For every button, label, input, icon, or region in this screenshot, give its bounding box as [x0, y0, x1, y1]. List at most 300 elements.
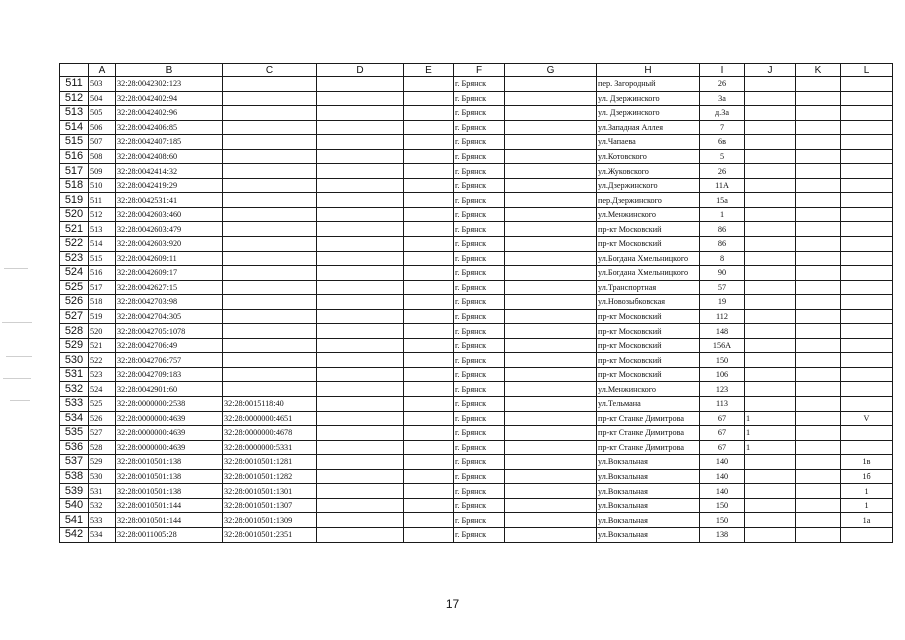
cell-b: 32:28:0010501:144	[116, 513, 223, 528]
cell-i: 1	[700, 207, 745, 222]
cell-i: 86	[700, 237, 745, 252]
cell-e	[404, 411, 454, 426]
cell-g	[505, 178, 597, 193]
table-row	[60, 498, 893, 513]
cell-a: 522	[89, 353, 116, 368]
cell-c: 32:28:0010501:1282	[223, 469, 317, 484]
cell-c	[223, 251, 317, 266]
cell-i: 86	[700, 222, 745, 237]
cell-b: 32:28:0042705:1078	[116, 324, 223, 339]
cell-i: 140	[700, 455, 745, 470]
cell-a: 519	[89, 309, 116, 324]
cell-g	[505, 498, 597, 513]
row-number: 530	[60, 353, 89, 368]
column-header-l: L	[841, 64, 893, 77]
cell-k	[796, 367, 841, 382]
cell-b: 32:28:0010501:138	[116, 455, 223, 470]
cell-c	[223, 91, 317, 106]
cell-d	[317, 120, 404, 135]
cell-l	[841, 295, 893, 310]
cell-j	[745, 527, 796, 542]
cell-g	[505, 266, 597, 281]
cell-e	[404, 295, 454, 310]
table-row	[60, 411, 893, 426]
cell-f: г. Брянск	[454, 164, 505, 179]
cell-g	[505, 135, 597, 150]
table-row	[60, 382, 893, 397]
cell-l	[841, 237, 893, 252]
cell-a: 533	[89, 513, 116, 528]
cell-g	[505, 382, 597, 397]
cell-j	[745, 382, 796, 397]
cell-c	[223, 280, 317, 295]
table-row	[60, 77, 893, 92]
cell-l	[841, 149, 893, 164]
table-body	[60, 77, 893, 543]
cell-k	[796, 309, 841, 324]
cell-i: 8	[700, 251, 745, 266]
column-header-j: J	[745, 64, 796, 77]
cell-l: 1	[841, 498, 893, 513]
cell-c	[223, 106, 317, 121]
cell-j	[745, 353, 796, 368]
cell-a: 529	[89, 455, 116, 470]
table-row	[60, 237, 893, 252]
column-header-a: A	[89, 64, 116, 77]
cell-b: 32:28:0000000:4639	[116, 440, 223, 455]
cell-h: пр-кт Московский	[597, 222, 700, 237]
cell-h: ул.Вокзальная	[597, 527, 700, 542]
cell-j	[745, 91, 796, 106]
cell-f: г. Брянск	[454, 149, 505, 164]
cell-d	[317, 338, 404, 353]
cell-i: 112	[700, 309, 745, 324]
cell-i: д.3а	[700, 106, 745, 121]
table-row	[60, 426, 893, 441]
cell-f: г. Брянск	[454, 484, 505, 499]
cell-h: пр-кт Московский	[597, 237, 700, 252]
cell-f: г. Брянск	[454, 397, 505, 412]
cell-f: г. Брянск	[454, 77, 505, 92]
cell-f: г. Брянск	[454, 498, 505, 513]
cell-j	[745, 295, 796, 310]
cell-g	[505, 222, 597, 237]
cell-c	[223, 266, 317, 281]
cell-b: 32:28:0042703:98	[116, 295, 223, 310]
cell-i: 15а	[700, 193, 745, 208]
row-number: 534	[60, 411, 89, 426]
cell-j	[745, 178, 796, 193]
cell-k	[796, 411, 841, 426]
cell-e	[404, 280, 454, 295]
cell-g	[505, 193, 597, 208]
cell-d	[317, 164, 404, 179]
cell-h: пр-кт Станке Димитрова	[597, 411, 700, 426]
cell-k	[796, 91, 841, 106]
cell-k	[796, 193, 841, 208]
cell-d	[317, 77, 404, 92]
cell-c	[223, 222, 317, 237]
cell-i: 138	[700, 527, 745, 542]
column-header-g: G	[505, 64, 597, 77]
cell-j	[745, 106, 796, 121]
cell-h: ул.Транспортная	[597, 280, 700, 295]
table-row	[60, 120, 893, 135]
cell-g	[505, 397, 597, 412]
cell-l	[841, 77, 893, 92]
cell-i: 67	[700, 426, 745, 441]
cell-f: г. Брянск	[454, 193, 505, 208]
cell-d	[317, 513, 404, 528]
cell-a: 523	[89, 367, 116, 382]
cell-a: 516	[89, 266, 116, 281]
cell-f: г. Брянск	[454, 353, 505, 368]
cell-a: 530	[89, 469, 116, 484]
cell-l: 1б	[841, 469, 893, 484]
cell-e	[404, 469, 454, 484]
cell-k	[796, 440, 841, 455]
column-header-i: I	[700, 64, 745, 77]
cell-b: 32:28:0042414:32	[116, 164, 223, 179]
row-number: 521	[60, 222, 89, 237]
cell-e	[404, 338, 454, 353]
cell-h: ул.Вокзальная	[597, 484, 700, 499]
cell-l	[841, 440, 893, 455]
cell-c	[223, 207, 317, 222]
table-row	[60, 149, 893, 164]
cell-k	[796, 353, 841, 368]
cell-h: ул. Дзержинского	[597, 91, 700, 106]
page-number: 17	[445, 597, 460, 611]
cell-g	[505, 295, 597, 310]
cell-d	[317, 295, 404, 310]
scan-artifact	[6, 356, 32, 357]
cell-a: 517	[89, 280, 116, 295]
cell-e	[404, 77, 454, 92]
cell-j	[745, 135, 796, 150]
cell-d	[317, 484, 404, 499]
row-number: 537	[60, 455, 89, 470]
row-number: 539	[60, 484, 89, 499]
cell-c: 32:28:0000000:5331	[223, 440, 317, 455]
cell-k	[796, 513, 841, 528]
cell-h: ул.Менжинского	[597, 382, 700, 397]
cell-h: ул.Вокзальная	[597, 498, 700, 513]
cell-a: 524	[89, 382, 116, 397]
cell-e	[404, 106, 454, 121]
cell-j	[745, 222, 796, 237]
cell-f: г. Брянск	[454, 237, 505, 252]
cell-k	[796, 469, 841, 484]
cell-l	[841, 266, 893, 281]
cell-j	[745, 513, 796, 528]
column-header-k: K	[796, 64, 841, 77]
row-number: 515	[60, 135, 89, 150]
cell-l	[841, 338, 893, 353]
cell-a: 510	[89, 178, 116, 193]
cell-d	[317, 91, 404, 106]
cell-h: пр-кт Станке Димитрова	[597, 426, 700, 441]
cell-b: 32:28:0042627:15	[116, 280, 223, 295]
cell-d	[317, 455, 404, 470]
cell-i: 156А	[700, 338, 745, 353]
cell-d	[317, 411, 404, 426]
cell-a: 525	[89, 397, 116, 412]
table-row	[60, 455, 893, 470]
cell-c: 32:28:0000000:4651	[223, 411, 317, 426]
cell-c	[223, 353, 317, 368]
column-header-f: F	[454, 64, 505, 77]
cell-b: 32:28:0042302:123	[116, 77, 223, 92]
cell-h: пр-кт Московский	[597, 324, 700, 339]
table-row	[60, 91, 893, 106]
cell-j	[745, 484, 796, 499]
cell-a: 534	[89, 527, 116, 542]
table-row	[60, 513, 893, 528]
cell-d	[317, 527, 404, 542]
cell-k	[796, 266, 841, 281]
cell-j	[745, 324, 796, 339]
cell-j	[745, 266, 796, 281]
table-row	[60, 353, 893, 368]
cell-e	[404, 207, 454, 222]
cell-k	[796, 135, 841, 150]
table-row	[60, 324, 893, 339]
cell-g	[505, 411, 597, 426]
cell-i: 67	[700, 440, 745, 455]
cell-k	[796, 164, 841, 179]
cell-d	[317, 106, 404, 121]
cell-g	[505, 527, 597, 542]
cell-g	[505, 309, 597, 324]
cell-e	[404, 324, 454, 339]
cell-d	[317, 498, 404, 513]
cell-e	[404, 397, 454, 412]
scan-artifact	[10, 400, 30, 401]
cell-g	[505, 106, 597, 121]
cell-l	[841, 382, 893, 397]
cell-e	[404, 120, 454, 135]
cell-c: 32:28:0010501:2351	[223, 527, 317, 542]
row-number-header	[60, 64, 89, 77]
cell-b: 32:28:0011005:28	[116, 527, 223, 542]
cell-f: г. Брянск	[454, 411, 505, 426]
cell-d	[317, 397, 404, 412]
cell-a: 514	[89, 237, 116, 252]
column-header-e: E	[404, 64, 454, 77]
cell-h: ул.Западная Аллея	[597, 120, 700, 135]
cell-e	[404, 193, 454, 208]
cell-l	[841, 222, 893, 237]
table-row	[60, 367, 893, 382]
row-number: 517	[60, 164, 89, 179]
cell-i: 148	[700, 324, 745, 339]
cell-g	[505, 77, 597, 92]
cell-j	[745, 498, 796, 513]
cell-e	[404, 237, 454, 252]
cell-h: ул.Богдана Хмельницкого	[597, 266, 700, 281]
cell-a: 527	[89, 426, 116, 441]
cell-k	[796, 120, 841, 135]
cell-b: 32:28:0042402:94	[116, 91, 223, 106]
cell-f: г. Брянск	[454, 135, 505, 150]
row-number: 531	[60, 367, 89, 382]
cell-j	[745, 397, 796, 412]
cell-c	[223, 120, 317, 135]
cell-l	[841, 324, 893, 339]
cell-b: 32:28:0042706:49	[116, 338, 223, 353]
cell-i: 3а	[700, 91, 745, 106]
cell-e	[404, 367, 454, 382]
cell-l: 1	[841, 484, 893, 499]
cell-g	[505, 237, 597, 252]
cell-k	[796, 484, 841, 499]
cell-j	[745, 207, 796, 222]
cell-f: г. Брянск	[454, 382, 505, 397]
cell-h: ул.Жуковского	[597, 164, 700, 179]
cell-e	[404, 484, 454, 499]
cell-i: 67	[700, 411, 745, 426]
cell-f: г. Брянск	[454, 455, 505, 470]
cell-l: 1а	[841, 513, 893, 528]
table-row	[60, 193, 893, 208]
cell-c	[223, 164, 317, 179]
row-number: 527	[60, 309, 89, 324]
cell-d	[317, 353, 404, 368]
scan-artifact	[3, 378, 31, 379]
row-number: 533	[60, 397, 89, 412]
cell-k	[796, 106, 841, 121]
cell-j	[745, 455, 796, 470]
cell-i: 140	[700, 469, 745, 484]
cell-a: 512	[89, 207, 116, 222]
table-row	[60, 207, 893, 222]
cell-i: 19	[700, 295, 745, 310]
cell-a: 505	[89, 106, 116, 121]
cell-l	[841, 91, 893, 106]
cell-l	[841, 164, 893, 179]
cell-f: г. Брянск	[454, 440, 505, 455]
cell-g	[505, 91, 597, 106]
cell-i: 150	[700, 353, 745, 368]
cell-d	[317, 469, 404, 484]
row-number: 513	[60, 106, 89, 121]
cell-d	[317, 178, 404, 193]
cell-a: 526	[89, 411, 116, 426]
cell-g	[505, 367, 597, 382]
cell-e	[404, 498, 454, 513]
cell-k	[796, 178, 841, 193]
column-header-b: B	[116, 64, 223, 77]
cell-j	[745, 77, 796, 92]
cell-j	[745, 149, 796, 164]
cell-e	[404, 440, 454, 455]
table-row	[60, 397, 893, 412]
cell-a: 518	[89, 295, 116, 310]
cell-c	[223, 178, 317, 193]
cell-b: 32:28:0042531:41	[116, 193, 223, 208]
cell-c: 32:28:0010501:1309	[223, 513, 317, 528]
cell-c	[223, 324, 317, 339]
cell-e	[404, 527, 454, 542]
cell-g	[505, 251, 597, 266]
cell-k	[796, 426, 841, 441]
cell-h: ул.Дзержинского	[597, 178, 700, 193]
cell-k	[796, 207, 841, 222]
cell-f: г. Брянск	[454, 251, 505, 266]
cell-f: г. Брянск	[454, 222, 505, 237]
cell-i: 150	[700, 513, 745, 528]
cell-d	[317, 237, 404, 252]
cell-f: г. Брянск	[454, 266, 505, 281]
cell-e	[404, 353, 454, 368]
row-number: 524	[60, 266, 89, 281]
cell-b: 32:28:0042402:96	[116, 106, 223, 121]
cell-k	[796, 77, 841, 92]
cell-i: 26	[700, 164, 745, 179]
cell-k	[796, 324, 841, 339]
cell-e	[404, 266, 454, 281]
row-number: 538	[60, 469, 89, 484]
cell-j	[745, 120, 796, 135]
cell-l	[841, 527, 893, 542]
cell-f: г. Брянск	[454, 295, 505, 310]
row-number: 542	[60, 527, 89, 542]
cell-c	[223, 135, 317, 150]
cell-g	[505, 164, 597, 179]
row-number: 520	[60, 207, 89, 222]
cell-k	[796, 295, 841, 310]
cell-l	[841, 367, 893, 382]
cell-i: 106	[700, 367, 745, 382]
cell-c	[223, 338, 317, 353]
cell-e	[404, 91, 454, 106]
cell-d	[317, 193, 404, 208]
cell-h: ул.Вокзальная	[597, 513, 700, 528]
cell-e	[404, 382, 454, 397]
cell-j	[745, 237, 796, 252]
cell-l	[841, 135, 893, 150]
cell-l	[841, 251, 893, 266]
cell-c	[223, 309, 317, 324]
column-header-h: H	[597, 64, 700, 77]
cell-f: г. Брянск	[454, 207, 505, 222]
cell-j	[745, 193, 796, 208]
cell-a: 515	[89, 251, 116, 266]
cell-k	[796, 280, 841, 295]
table-row	[60, 527, 893, 542]
cell-l: 1в	[841, 455, 893, 470]
cell-j	[745, 469, 796, 484]
cell-a: 503	[89, 77, 116, 92]
cell-e	[404, 309, 454, 324]
cell-g	[505, 207, 597, 222]
cell-h: ул.Чапаева	[597, 135, 700, 150]
cell-h: ул.Новозыбковская	[597, 295, 700, 310]
row-number: 522	[60, 237, 89, 252]
table-row	[60, 164, 893, 179]
cell-e	[404, 513, 454, 528]
cell-f: г. Брянск	[454, 324, 505, 339]
cell-d	[317, 149, 404, 164]
cell-e	[404, 222, 454, 237]
cell-k	[796, 338, 841, 353]
row-number: 529	[60, 338, 89, 353]
cell-j	[745, 164, 796, 179]
cell-g	[505, 513, 597, 528]
cell-j: 1	[745, 411, 796, 426]
cell-d	[317, 367, 404, 382]
